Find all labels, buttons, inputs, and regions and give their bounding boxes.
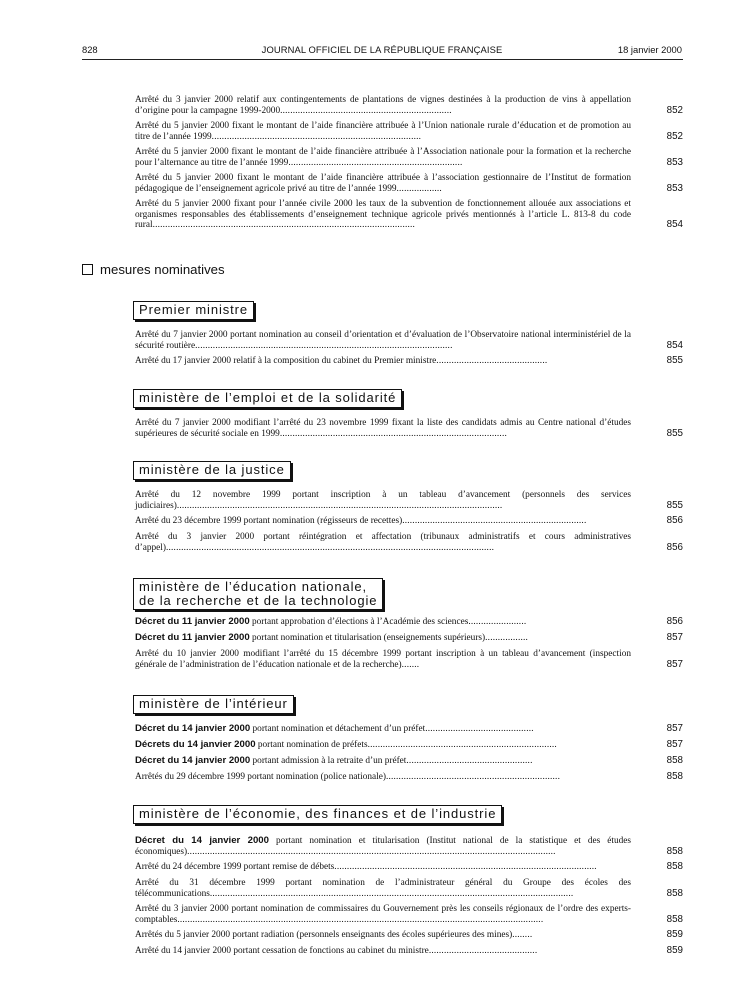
toc-entry: Arrêté du 17 janvier 2000 relatif à la composition du cabinet du Premier ministre............................................ 855 — [135, 355, 683, 366]
toc-entry: Arrêté du 23 décembre 1999 portant nomination (régisseurs de recettes)......................................................................... 856 — [135, 515, 683, 526]
issue-date: 18 janvier 2000 — [617, 44, 682, 55]
ministry-heading: ministère de l’économie, des finances et de l’industrie — [133, 805, 502, 824]
entry-page: 856 — [666, 541, 683, 553]
entry-text: Arrêté du 5 janvier 2000 fixant pour l’année civile 2000 les taux de la subvention de fonctionnement allouée aux associations et organismes responsables des établissements d’enseignement technique agricole privés mentionnés à l’article L. 813-8 du code rural — [135, 199, 631, 231]
entry-text: Arrêté du 5 janvier 2000 fixant le montant de l’aide financière attribuée à l’Association nationale pour la formation et la recherche pour l’alternance au titre de l’année 1999 — [135, 147, 631, 168]
entry-page: 854 — [666, 339, 683, 351]
entry-page: 852 — [666, 130, 683, 142]
toc-entry: Arrêté du 5 janvier 2000 fixant le montant de l’aide financière attribuée à l’association gestionnaire de l’Institut de formation pédagogique de l’enseignement agricole privé au titre de l’année 1999.................. 853 — [135, 173, 683, 194]
entry-text: Arrêtés du 29 décembre 1999 portant nomination (police nationale) — [135, 772, 386, 782]
section-title-text: mesures nominatives — [100, 262, 225, 277]
entry-text: Arrêté du 7 janvier 2000 portant nomination au conseil d’orientation et d’évaluation de l’Observatoire national interministériel de la sécurité routière — [135, 330, 631, 351]
toc-entry: Arrêté du 3 janvier 2000 portant nomination de commissaires du Gouvernement près les conseils régionaux de l’ordre des experts-comptables................................................................................................................................................. 858 — [135, 904, 683, 925]
entry-text: Arrêté du 3 janvier 2000 portant réintégration et affectation (tribunaux administratifs et cours administratives d’appel) — [135, 532, 631, 553]
entry-text: Arrêtés du 5 janvier 2000 portant radiation (personnels enseignants des écoles supérieures des mines) — [135, 930, 513, 940]
toc-entry: Arrêté du 7 janvier 2000 modifiant l’arrêté du 23 novembre 1999 fixant la liste des candidats admis au Centre national d’études supérieures de sécurité sociale en 1999.......................................................................................... 855 — [135, 418, 683, 439]
entry-text: Arrêté du 3 janvier 2000 relatif aux contingentements de plantations de vignes destinées à la production de vins à appellation d’origine pour la campagne 1999-2000 — [135, 95, 631, 116]
entry-page: 854 — [666, 219, 683, 231]
toc-entry: Arrêté du 3 janvier 2000 portant réintégration et affectation (tribunaux administratifs et cours administratives d’appel).................................................................................................................................. 856 — [135, 532, 683, 553]
entry-page: 853 — [666, 182, 683, 194]
entry-text: portant nomination et titularisation (Institut national de la statistique et des études économiques) — [135, 836, 631, 857]
entry-text: Arrêté du 31 décembre 1999 portant nomination de l’administrateur général du Groupe des écoles des télécommunications — [135, 878, 631, 899]
toc-entry: Arrêté du 12 novembre 1999 portant inscription à un tableau d’avancement (personnels des services judiciaires)................................................................................................................................. 855 — [135, 490, 683, 511]
entry-text: portant nomination de préfets — [255, 740, 368, 750]
entry-page: 858 — [666, 845, 683, 857]
toc-entry: Décret du 14 janvier 2000 portant admission à la retraite d’un préfet.................................................. 858 — [135, 755, 683, 766]
entry-page: 857 — [666, 658, 683, 670]
entry-lead: Décret du 14 janvier 2000 — [135, 723, 251, 734]
entry-text: Arrêté du 5 janvier 2000 fixant le montant de l’aide financière attribuée à l’association gestionnaire de l’Institut de formation pédagogique de l’enseignement agricole privé au titre de l’année 1999 — [135, 173, 631, 194]
header-rule — [82, 59, 683, 60]
toc-entry: Décret du 14 janvier 2000 portant nomination et titularisation (Institut national de la statistique et des études économiques).................................................................................................................................................. 858 — [135, 835, 683, 857]
entry-text: Arrêté du 12 novembre 1999 portant inscription à un tableau d’avancement (personnels des services judiciaires) — [135, 490, 631, 511]
entry-text: Arrêté du 10 janvier 2000 modifiant l’arrêté du 15 décembre 1999 portant inscription à un tableau d’avancement (inspection générale de l’administration de l’éducation nationale et de la recherche) — [135, 649, 631, 670]
entry-page: 856 — [666, 616, 683, 627]
toc-entry: Décret du 14 janvier 2000 portant nomination et détachement d’un préfet........................................... 857 — [135, 723, 683, 734]
ministry-heading: ministère de l’emploi et de la solidarité — [133, 389, 402, 408]
journal-title: JOURNAL OFFICIEL DE LA RÉPUBLIQUE FRANÇAISE — [261, 44, 503, 55]
entry-text: Arrêté du 5 janvier 2000 fixant le montant de l’aide financière attribuée à l’Union nationale rurale d’éducation et de promotion au titre de l’année 1999 — [135, 121, 631, 142]
ministry-heading: ministère de l’intérieur — [133, 695, 294, 714]
entry-page: 859 — [666, 929, 683, 940]
toc-entry: Décret du 11 janvier 2000 portant nomination et titularisation (enseignements supérieurs)................. 857 — [135, 632, 683, 643]
ministry-heading: Premier ministre — [133, 301, 254, 320]
entry-lead: Décret du 11 janvier 2000 — [135, 632, 250, 643]
ministry-heading: ministère de l’éducation nationale, de la recherche et de la technologie — [133, 578, 383, 610]
entry-lead: Décret du 14 janvier 2000 — [135, 755, 251, 766]
toc-entry: Arrêté du 14 janvier 2000 portant cessation de fonctions au cabinet du ministre........................................... 859 — [135, 945, 683, 956]
toc-entry: Arrêté du 7 janvier 2000 portant nomination au conseil d’orientation et d’évaluation de l’Observatoire national interministériel de la sécurité routière...................................................................................................... 854 — [135, 330, 683, 351]
toc-entry: Arrêté du 24 décembre 1999 portant remise de débets........................................................................................................ 858 — [135, 861, 683, 872]
toc-entry: Décret du 11 janvier 2000 portant approbation d’élections à l’Académie des sciences....................... 856 — [135, 616, 683, 627]
entry-text: portant approbation d’élections à l’Académie des sciences — [249, 617, 469, 627]
entry-page: 852 — [666, 104, 683, 116]
entry-text: Arrêté du 17 janvier 2000 relatif à la composition du cabinet du Premier ministre — [135, 356, 437, 366]
entry-text: Arrêté du 14 janvier 2000 portant cessation de fonctions au cabinet du ministre — [135, 946, 429, 956]
toc-entry: Arrêté du 5 janvier 2000 fixant le montant de l’aide financière attribuée à l’Union nationale rurale d’éducation et de promotion au titre de l’année 1999................................................................................... 852 — [135, 121, 683, 142]
toc-entry: Arrêtés du 29 décembre 1999 portant nomination (police nationale)..................................................................... 858 — [135, 771, 683, 782]
entry-lead: Décret du 14 janvier 2000 — [135, 835, 269, 846]
ministry-heading: ministère de la justice — [133, 461, 291, 480]
entry-page: 855 — [666, 427, 683, 439]
toc-entry: Arrêté du 10 janvier 2000 modifiant l’arrêté du 15 décembre 1999 portant inscription à un tableau d’avancement (inspection générale de l’administration de l’éducation nationale et de la recherche)....... 857 — [135, 649, 683, 670]
entry-lead: Décrets du 14 janvier 2000 — [135, 739, 256, 750]
entry-page: 857 — [666, 739, 683, 750]
entry-page: 858 — [666, 771, 683, 782]
entry-lead: Décret du 11 janvier 2000 — [135, 616, 250, 627]
section-title — [82, 262, 225, 277]
entry-text: portant admission à la retraite d’un préfet — [250, 756, 407, 766]
toc-entry: Arrêté du 3 janvier 2000 relatif aux contingentements de plantations de vignes destinées à la production de vins à appellation d’origine pour la campagne 1999-2000.................................................................... 852 — [135, 95, 683, 116]
entry-page: 853 — [666, 156, 683, 168]
entry-page: 857 — [666, 632, 683, 643]
toc-entry: Arrêté du 5 janvier 2000 fixant pour l’année civile 2000 les taux de la subvention de fonctionnement allouée aux associations et organismes responsables des établissements d’enseignement technique agricole privés mentionnés à l’article L. 813-8 du code rural........................................................................................................ 854 — [135, 199, 683, 231]
entry-text: Arrêté du 23 décembre 1999 portant nomination (régisseurs de recettes) — [135, 516, 403, 526]
entry-text: portant nomination et titularisation (enseignements supérieurs) — [249, 633, 486, 643]
entry-page: 858 — [666, 755, 683, 766]
entry-page: 858 — [666, 887, 683, 899]
entry-text: Arrêté du 3 janvier 2000 portant nomination de commissaires du Gouvernement près les conseils régionaux de l’ordre des experts-comptables — [135, 904, 631, 925]
entry-text: portant nomination et détachement d’un préfet — [250, 724, 426, 734]
entry-page: 858 — [666, 913, 683, 925]
toc-entry: Arrêtés du 5 janvier 2000 portant radiation (personnels enseignants des écoles supérieures des mines)........ 859 — [135, 929, 683, 940]
entry-page: 856 — [666, 515, 683, 526]
toc-entry: Arrêté du 5 janvier 2000 fixant le montant de l’aide financière attribuée à l’Association nationale pour la formation et la recherche pour l’alternance au titre de l’année 1999..................................................................... 853 — [135, 147, 683, 168]
entry-page: 855 — [666, 355, 683, 366]
entry-page: 855 — [666, 499, 683, 511]
toc-entry: Arrêté du 31 décembre 1999 portant nomination de l’administrateur général du Groupe des écoles des télécommunications................................................................................................................................................ 858 — [135, 878, 683, 899]
entry-page: 857 — [666, 723, 683, 734]
entry-page: 859 — [666, 945, 683, 956]
toc-entry: Décrets du 14 janvier 2000 portant nomination de préfets........................................................................... 857 — [135, 739, 683, 750]
entry-page: 858 — [666, 861, 683, 872]
checkbox-square-icon — [82, 264, 93, 275]
entry-text: Arrêté du 24 décembre 1999 portant remise de débets — [135, 862, 335, 872]
page-number: 828 — [82, 44, 98, 55]
entry-text: Arrêté du 7 janvier 2000 modifiant l’arrêté du 23 novembre 1999 fixant la liste des candidats admis au Centre national d’études supérieures de sécurité sociale en 1999 — [135, 418, 631, 439]
